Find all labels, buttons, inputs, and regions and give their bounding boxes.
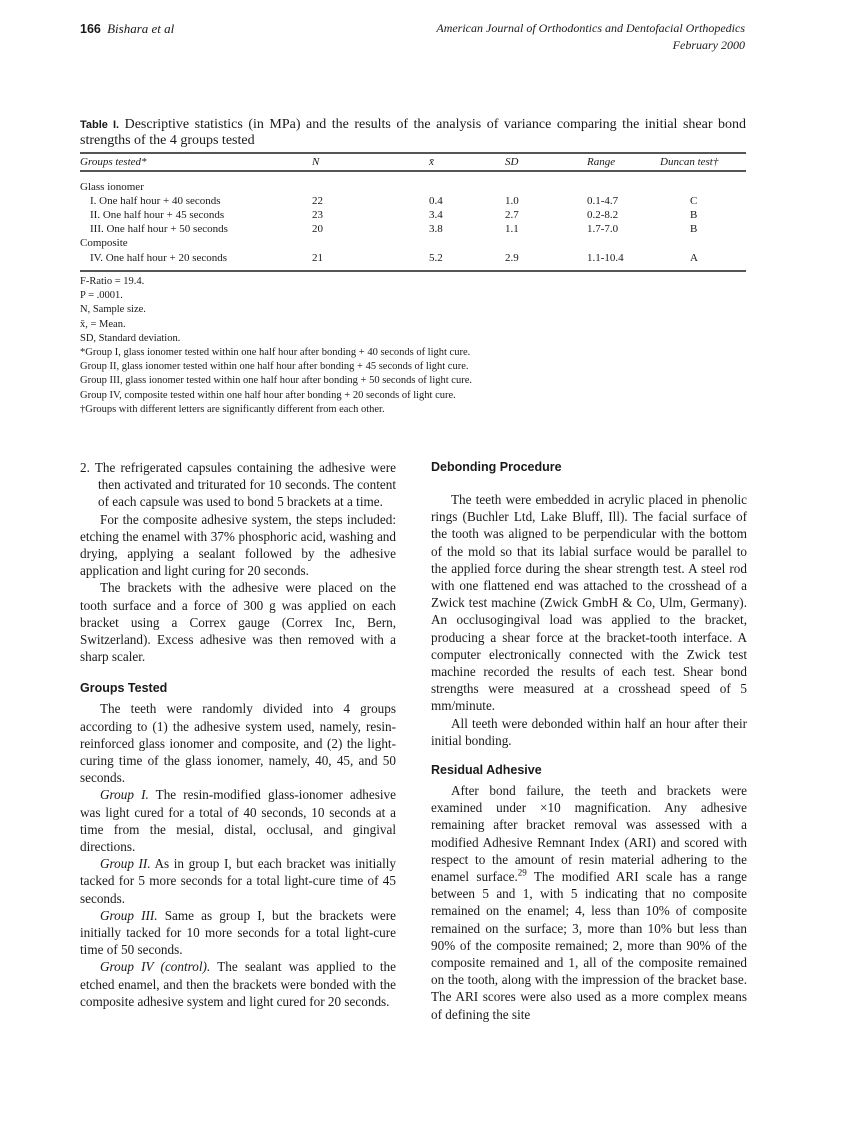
footnote-group-3: Group III, glass ionomer tested within one half hour after bonding + 50 seconds of light cure. [80, 375, 472, 387]
cell-n: 21 [312, 252, 323, 264]
cell-group: IV. One half hour + 20 seconds [90, 252, 228, 264]
issue-date: February 2000 [672, 38, 745, 52]
journal-title: American Journal of Orthodontics and Dentofacial Orthopedics [436, 21, 745, 35]
cell-duncan: B [690, 223, 698, 235]
cell-n: 23 [312, 209, 323, 221]
body-column-right [431, 459, 747, 1023]
footnote-mean: x̄, = Mean. [80, 318, 126, 330]
paragraph-group-1 [80, 786, 396, 855]
cell-duncan: C [690, 195, 698, 207]
cell-n: 20 [312, 223, 323, 235]
cell-duncan: B [690, 209, 698, 221]
col-header-mean: x̄ [429, 156, 434, 168]
cell-sd: 2.7 [505, 209, 519, 221]
group-label: Group I. [100, 787, 149, 803]
paragraph-group-4 [80, 958, 396, 1010]
table-top-rule [80, 152, 746, 154]
cell-mean: 3.4 [429, 209, 443, 221]
cell-range: 0.1-4.7 [587, 195, 619, 207]
group-label: Group II. [100, 856, 151, 872]
running-header-right [436, 20, 745, 54]
group-label: Group IV (control). [100, 959, 211, 975]
cell-group: III. One half hour + 50 seconds [90, 223, 228, 235]
footnote-group-1: *Group I, glass ionomer tested within one half hour after bonding + 40 seconds of light cure. [80, 347, 471, 359]
cell-sd: 1.0 [505, 195, 519, 207]
paragraph: The teeth were randomly divided into 4 groups according to (1) the adhesive system used, namely, resin-reinforced glass ionomer and composite, and (2) the light-curing time of the glass ionomer, namely, 40, 45, and 50 seconds. [80, 701, 396, 786]
cell-range: 1.1-10.4 [587, 252, 624, 264]
group-text: As in group I, but each bracket was initially tacked for 5 more seconds for a total light-cure time of 45 seconds. [80, 856, 397, 906]
cell-n: 22 [312, 195, 323, 207]
col-header-range: Range [587, 156, 616, 168]
footnote-p-value: P = .0001. [80, 290, 123, 302]
footnote-group-4: Group IV, composite tested within one half hour after bonding + 20 seconds of light cure. [80, 389, 456, 401]
group-label: Group III. [100, 907, 158, 923]
reference-superscript: 29 [517, 867, 527, 878]
col-header-sd: SD [505, 156, 519, 168]
section-heading-residual-adhesive: Residual Adhesive [431, 763, 542, 778]
author-line: Bishara et al [107, 21, 175, 36]
cell-group: I. One half hour + 40 seconds [90, 195, 221, 207]
table-header-rule [80, 170, 746, 172]
cell-mean: 5.2 [429, 252, 443, 264]
paragraph [431, 782, 747, 1023]
table-caption [80, 117, 746, 148]
col-header-groups: Groups tested* [80, 156, 147, 168]
section-heading-debonding: Debonding Procedure [431, 460, 562, 474]
paragraph-group-2 [80, 855, 396, 907]
col-header-duncan: Duncan test† [660, 156, 719, 168]
page-number: 166 [80, 22, 101, 36]
footnote-f-ratio: F-Ratio = 19.4. [80, 276, 145, 287]
section-title-glass-ionomer: Glass ionomer [80, 181, 144, 193]
running-header-left [80, 21, 174, 37]
footnote-n: N, Sample size. [80, 304, 146, 316]
section-title-composite: Composite [80, 237, 128, 249]
procedure-step-2: 2. The refrigerated capsules containing the adhesive were then activated and triturated for 10 seconds. The content of each capsule was used to bond 5 brackets at a time. [80, 460, 396, 510]
table-bottom-rule [80, 270, 746, 272]
table-label: Table I. [80, 119, 120, 131]
footnote-duncan: †Groups with different letters are significantly different from each other. [80, 403, 385, 415]
paragraph: All teeth were debonded within half an hour after their initial bonding. [431, 715, 747, 748]
paragraph: The brackets with the adhesive were placed on the tooth surface and a force of 300 g was applied on each bracket using a Correx gauge (Correx Inc, Bern, Switzerland). Excess adhesive was then removed with a sharp scaler. [80, 580, 396, 665]
cell-sd: 2.9 [505, 252, 519, 264]
cell-group: II. One half hour + 45 seconds [90, 209, 225, 221]
body-column-left [80, 459, 396, 1010]
paragraph: For the composite adhesive system, the steps included: etching the enamel with 37% phosphoric acid, washing and drying, applying a sealant followed by the adhesive application and light curing for 20 seconds. [80, 511, 396, 579]
table-footnotes [80, 275, 472, 417]
text-run: After bond failure, the teeth and brackets were examined under ×10 magnification. Any adhesive remaining after bracket removal was assessed with a modified Adhesive Remnant Index (ARI) and scored with respect to the amount of resin material adhering to the enamel surface. [431, 783, 747, 885]
group-text: The resin-modified glass-ionomer adhesive was light cured for a total of 40 seconds, 10 seconds at a time from the mesial, distal, occlusal, and gingival directions. [80, 787, 396, 855]
footnote-group-2: Group II, glass ionomer tested within one half hour after bonding + 45 seconds of light cure. [80, 361, 469, 373]
group-text: The sealant was applied to the etched enamel, and then the brackets were bonded with the composite adhesive system and light cured for 20 seconds. [80, 959, 397, 1009]
section-heading-groups-tested: Groups Tested [80, 681, 168, 696]
col-header-n: N [312, 156, 320, 168]
cell-sd: 1.1 [505, 223, 519, 235]
paragraph: The teeth were embedded in acrylic placed in phenolic rings (Buchler Ltd, Lake Bluff, Ill). The facial surface of the tooth was aligned to be perpendicular with the bottom of the mold so that its labial surface would be parallel to the applied force during the shear strength test. A steel rod with one flattened end was attached to the crosshead of a Zwick test machine (Zwick GmbH & Co, Ulm, Germany). An occlusogingival load was applied to the bracket, producing a shear force at the bracket-tooth interface. A computer electronically connected with the Zwick test machine recorded the results of each test. Shear bond strengths were measured at a crosshead speed of 5 mm/minute. [431, 492, 747, 714]
cell-range: 1.7-7.0 [587, 223, 619, 235]
footnote-sd: SD, Standard deviation. [80, 332, 181, 344]
cell-duncan: A [690, 252, 698, 264]
cell-mean: 3.8 [429, 223, 443, 235]
paragraph-group-3 [80, 907, 396, 959]
cell-range: 0.2-8.2 [587, 209, 619, 221]
table-caption-text: Descriptive statistics (in MPa) and the results of the analysis of variance comparing the initial shear bond strengths of the 4 groups tested [80, 117, 746, 148]
group-text: Same as group I, but the brackets were initially tacked for 10 more seconds for a total light-cure time of 50 seconds. [80, 907, 397, 958]
text-run: The modified ARI scale has a range between 5 and 1, with 5 indicating that no composite remained on the enamel; 4, less than 10% of composite remained on the surface; 3, more than 10% but less than 90% of the composite remained; 2, more than 90% of the composite remained and 1, all of the composite remained on the tooth, along with the impression of the bracket base. The ARI scores were also used as a more complex means of defining the site [431, 869, 747, 1022]
cell-mean: 0.4 [429, 195, 443, 207]
